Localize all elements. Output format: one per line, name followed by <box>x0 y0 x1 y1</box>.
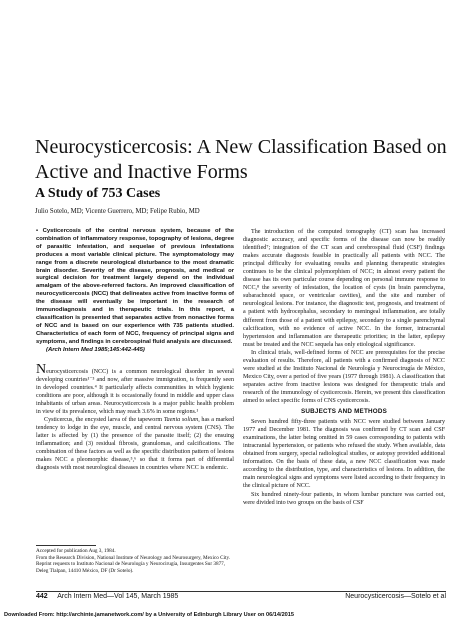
taenia-species-name: Taenia solium <box>163 416 199 423</box>
intro-paragraph-2 <box>36 416 234 472</box>
methods-paragraph-1: Seven hundred fifty-three patients with NCC were studied between January 1977 and December 1981. The diagnosis was confirmed by CT scan and CSF examinations, the latter being omitted in 59 cases corresponding to patients with intracranial hypertension, or patients who refused the study. When available, data obtained from surgery, special radiological studies, or autopsy provided additional information. On the basis of these data, a new NCC classification was made according to the distribution, type, and characteristics of lesions. In addition, the main neurological signs and symptoms were listed according to their frequency in the clinical picture of NCC. <box>243 419 445 490</box>
left-column <box>36 228 234 472</box>
methods-paragraph-2: Six hundred ninety-four patients, in whom lumbar puncture was carried out, were divided into two groups on the basis of CSF <box>243 491 445 506</box>
footnotes <box>36 548 234 574</box>
footer-divider <box>36 591 446 592</box>
footnote-affiliation: From the Research Division, National Institute of Neurology and Neurosurgery, Mexico City. <box>36 554 231 561</box>
intro-paragraph-2-text-b: , has a marked tendency to lodge in the eye, muscle, and central nervous system (CNS). The latter is affected by (1) the presence of the parasite itself; (2) the ensuing inflammation; and (3) residual fibrosis, granulomas, and calcifications. The combination of these factors as well as the specific distribution pattern of lesions makes NCC a pleomorphic disease,⁵,⁶ so that it forms part of differential diagnosis with most neurological diseases in countries where NCC is endemic. <box>36 416 234 472</box>
journal-citation: Arch Intern Med—Vol 145, March 1985 <box>57 593 179 600</box>
intro-paragraph-1-text: eurocysticercosis (NCC) is a common neurological disorder in several developing countries¹⁻³ and now, after massive immigration, is frequently seen in developed countries.⁴ It particularly affects communities in which hygienic conditions are poor, although it is occasionally found in middle and upper class inhabitants of urban areas. Neurocysticercosis is a major public health problem in view of its prevalence, which may reach 3.6% in some regions.¹ <box>36 368 234 415</box>
abstract <box>36 228 234 355</box>
intro-paragraph-1 <box>36 361 234 416</box>
footnote-accepted: Accepted for publication Aug 3, 1984. <box>36 548 116 554</box>
right-column <box>243 228 445 507</box>
abstract-text: • Cysticercosis of the central nervous system, because of the combination of inflammatory response, topography of lesions, degree of parasitic infestation, and sequelae of previous infestations produces a most variable clinical picture. The symptomatology may range from a discrete neurological disturbance to the most dramatic brain disorder. Severity of the disease, prognosis, and medical or surgical decision for treatment largely depend on the individual amalgam of the above-referred factors. An improved classification of neurocysticercosis (NCC) that delineates active from inactive forms of the disease will eventually be important in the research of immunodiagnosis and in therapeutic trials. In this report, a classification is presented that separates active from nonactive forms of NCC and is based on our experience with 735 patients studied. Characteristics of each form of NCC, frequency of principal signs and symptoms, and findings in cerebrospinal fluid analysis are discussed. <box>36 228 234 345</box>
section-heading-subjects-methods: SUBJECTS AND METHODS <box>301 408 387 416</box>
drop-cap: N <box>36 361 47 377</box>
abstract-citation: (Arch Intern Med 1985;145:442-445) <box>46 346 145 353</box>
intro-paragraph-2-text-a: Cysticercus, the encysted larva of the tapeworm <box>44 416 164 423</box>
running-title: Neurocysticercosis—Sotelo et al <box>345 593 446 600</box>
download-notice: Downloaded From: http://archinte.jamanetwork.com/ by a University of Edinburgh Library User on 06/14/2015 <box>4 612 295 618</box>
author-list: Julio Sotelo, MD; Vicente Guerrero, MD; Felipe Rubio, MD <box>35 208 200 215</box>
footnote-divider <box>36 545 96 546</box>
footnote-reprint: Reprint requests to Instituto Nacional de Neurología y Neurocirugía, Insurgentes Sur 3877, Deleg Tlalpan, 14410 México, DF (Dr Sotelo). <box>36 561 226 574</box>
body-paragraph-1: The introduction of the computed tomography (CT) scan has increased diagnostic accuracy, and specific forms of the disease can now be readily identified⁷; integration of the CT scan and cerebrospinal fluid (CSF) findings makes accurate diagnosis feasible in practically all patients with NCC. The principal difficulty for evaluating results and planning therapeutic strategies continues to be the clinical polymorphism of NCC; in almost every patient the disease has its own particular course depending on personal immune response to NCC,⁸ the severity of infestation, the location of cysts (in brain parenchyma, subarachnoid space, or ventricular cavities), and the site and number of neurological lesions. For instance, the diagnostic test, prognosis, and treatment of a patient with hydrocephalus, secondary to meningeal inflammation, are totally different from those of a patient with epilepsy, secondary to a single parenchymal calcification, with no evidence of active NCC. In the former, intracranial hypertension and inflammation are therapeutic priorities; in the latter, epilepsy must be treated and the NCC sequela has only etiological significance. <box>243 229 445 348</box>
article-subtitle: A Study of 753 Cases <box>35 186 161 201</box>
page-number: 442 <box>36 593 48 600</box>
page-footer <box>36 593 446 605</box>
article-title: Neurocysticercosis: A New Classification Based on Active and Inactive Forms <box>35 136 447 183</box>
body-paragraph-2: In clinical trials, well-defined forms of NCC are prerequisites for the precise evaluation of results. Therefore, all patients with a confirmed diagnosis of NCC were studied at the Instituto Nacional de Neurología y Neurocirugía de México, Mexico City, over a period of five years (1977 through 1981). A classification that separates active from inactive lesions was designed for therapeutic trials and research of the immunology of cysticercosis. Herein, we present this classification aimed to select specific forms of CNS cysticercosis. <box>243 349 445 404</box>
